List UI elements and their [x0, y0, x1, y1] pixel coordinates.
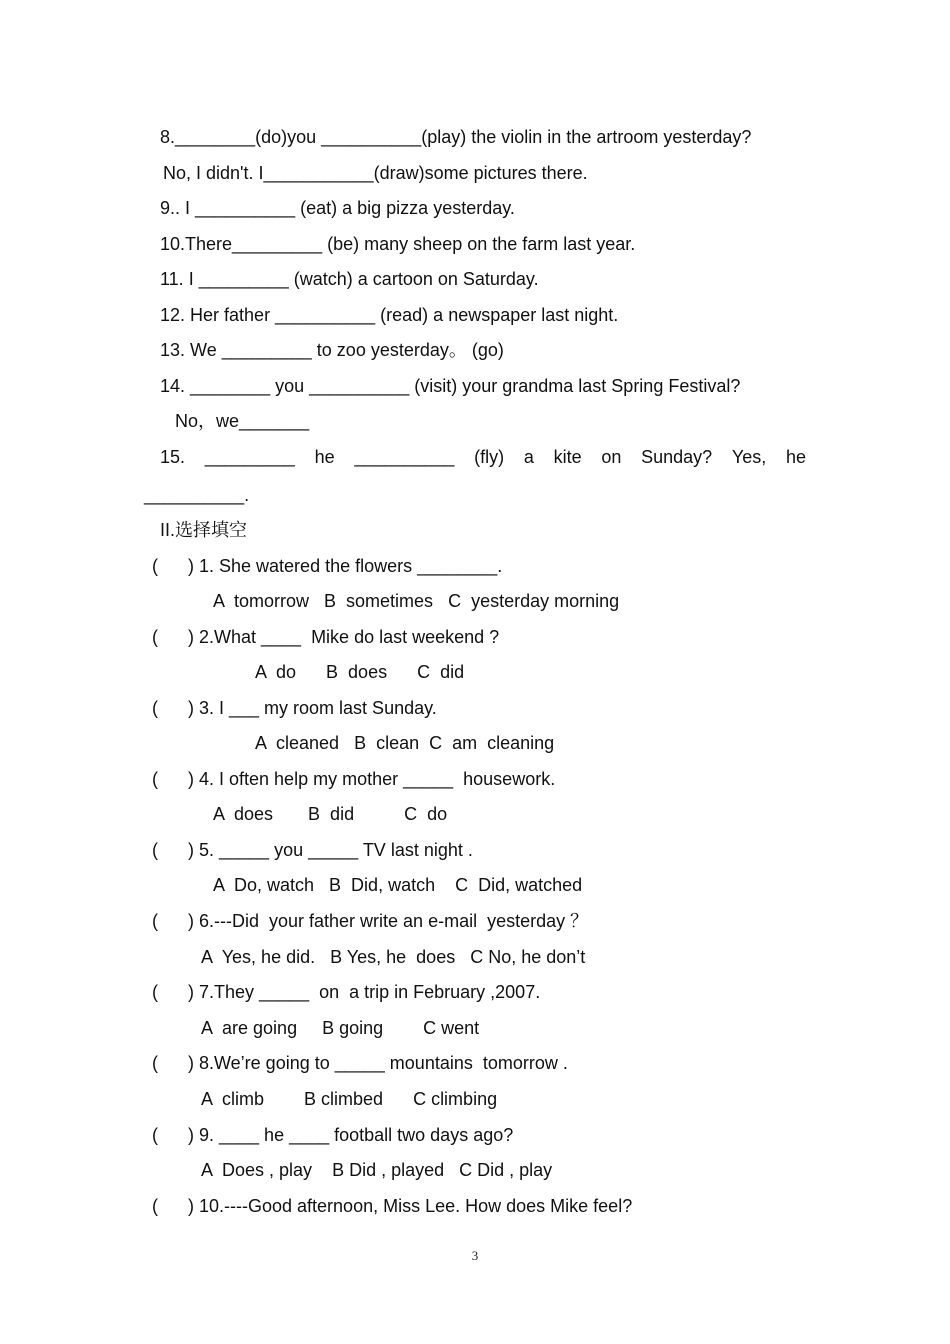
q15-word: Yes,: [731, 447, 767, 467]
fill-in-q8-answer: No, I didn't. I___________(draw)some pictures there.: [163, 163, 588, 183]
choice-q9: ( ) 9. ____ he ____ football two days ago?: [152, 1125, 514, 1145]
q15-word: __________: [354, 447, 455, 467]
choice-q7-options: A are going B going C went: [201, 1018, 480, 1038]
fill-in-q15-tail: __________.: [144, 485, 250, 505]
q15-word: kite: [553, 447, 582, 467]
choice-q10: ( ) 10.----Good afternoon, Miss Lee. How does Mike feel?: [152, 1196, 633, 1216]
choice-q4-options: A does B did C do: [213, 804, 448, 824]
q15-word: on: [601, 447, 622, 467]
choice-q3: ( ) 3. I ___ my room last Sunday.: [152, 698, 437, 718]
choice-q5-options: A Do, watch B Did, watch C Did, watched: [213, 875, 583, 895]
q15-word: he: [314, 447, 335, 467]
choice-q9-options: A Does , play B Did , played C Did , play: [201, 1160, 553, 1180]
choice-q8: ( ) 8.We’re going to _____ mountains tomorrow .: [152, 1053, 568, 1073]
choice-q2: ( ) 2.What ____ Mike do last weekend ?: [152, 627, 500, 647]
fill-in-q11: 11. I _________ (watch) a cartoon on Saturday.: [160, 269, 539, 289]
section-title: II.选择填空: [160, 520, 248, 540]
fill-in-q13: 13. We _________ to zoo yesterday。 (go): [160, 340, 504, 360]
fill-in-q14: 14. ________ you __________ (visit) your grandma last Spring Festival?: [160, 376, 741, 396]
fill-in-q10: 10.There_________ (be) many sheep on the farm last year.: [160, 234, 636, 254]
fill-in-q15: [160, 446, 806, 468]
choice-q1: ( ) 1. She watered the flowers ________.: [152, 556, 503, 576]
choice-q6-options: A Yes, he did. B Yes, he does C No, he don’t: [201, 947, 586, 967]
q15-word: (fly): [474, 447, 505, 467]
fill-in-q9: 9.. I __________ (eat) a big pizza yesterday.: [160, 198, 515, 218]
choice-q8-options: A climb B climbed C climbing: [201, 1089, 498, 1109]
fill-in-q8: 8.________(do)you __________(play) the violin in the artroom yesterday?: [160, 127, 752, 147]
choice-q6: ( ) 6.---Did your father write an e-mail yesterday ？: [152, 911, 589, 931]
choice-q3-options: A cleaned B clean C am cleaning: [255, 733, 555, 753]
page-number: 3: [471, 1248, 479, 1263]
choice-q4: ( ) 4. I often help my mother _____ housework.: [152, 769, 556, 789]
q15-word: Sunday?: [641, 447, 713, 467]
fill-in-q14-answer: No，we_______: [175, 411, 310, 431]
choice-q1-options: A tomorrow B sometimes C yesterday morning: [213, 591, 620, 611]
choice-q7: ( ) 7.They _____ on a trip in February ,2007.: [152, 982, 541, 1002]
q15-word: he: [785, 447, 806, 467]
q15-word: 15.: [160, 447, 186, 467]
choice-q2-options: A do B does C did: [255, 662, 465, 682]
q15-word: a: [523, 447, 534, 467]
fill-in-q12: 12. Her father __________ (read) a newspaper last night.: [160, 305, 619, 325]
q15-word: _________: [204, 447, 295, 467]
choice-q5: ( ) 5. _____ you _____ TV last night .: [152, 840, 473, 860]
